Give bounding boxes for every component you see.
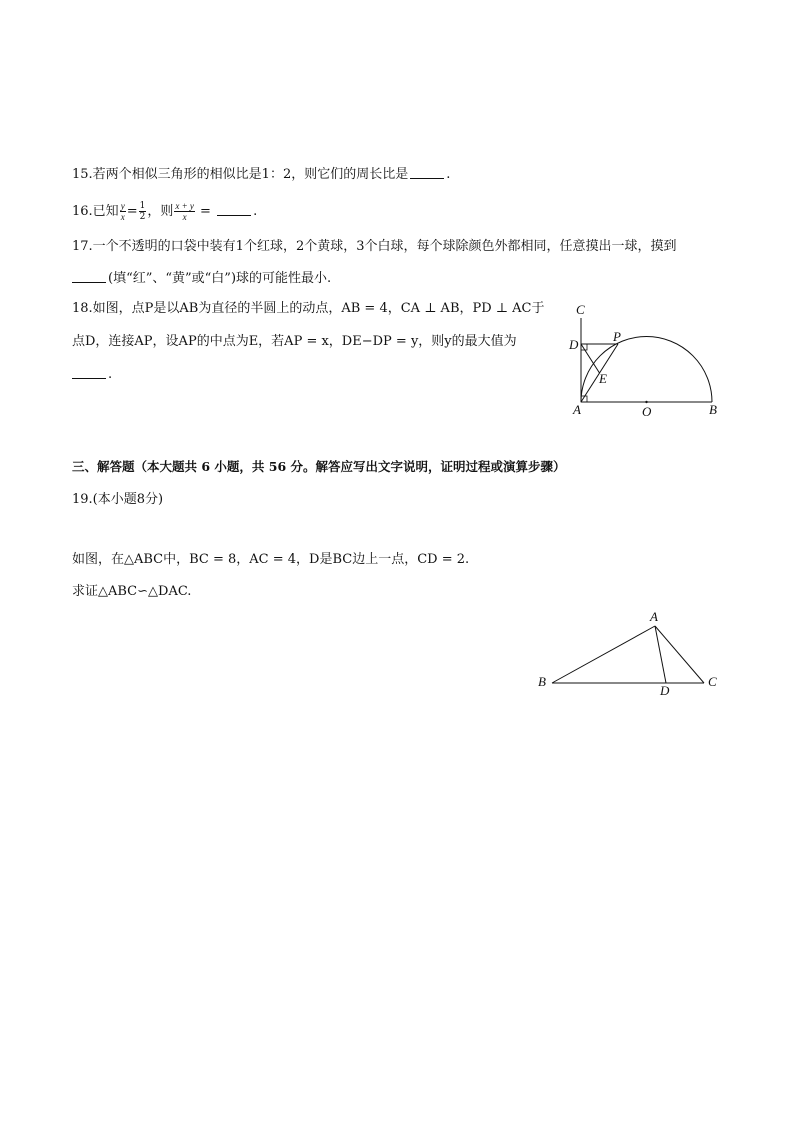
answer-blank-17[interactable] [72,270,106,283]
label-c: C [576,302,585,317]
answer-blank-15[interactable] [410,166,444,179]
center-point-o [645,401,647,403]
label-c: C [708,674,717,689]
label-a: A [573,402,581,417]
label-b: B [709,402,717,417]
equals-sign: = [126,204,138,219]
question-15-text: 15.若两个相似三角形的相似比是1：2，则它们的周长比是 [72,167,409,182]
fraction-numerator: y [120,201,125,211]
fraction-denominator: x [120,212,125,222]
question-17-line-2 [72,270,331,288]
semicircle-figure [560,298,730,423]
fraction-denominator: x [182,212,187,222]
fraction-numerator: x + y [175,201,194,211]
question-18-end: . [108,367,113,382]
question-19-line-2: 求证△ABC∽△DAC. [72,584,192,599]
question-16-end: . [253,204,258,219]
label-o: O [642,404,652,419]
label-a: A [650,609,658,624]
label-d: D [660,683,670,696]
semicircle-arc [581,337,712,403]
line-ad [655,626,666,683]
equals-sign: = [200,204,211,219]
fraction-y-over-x [120,201,126,222]
label-p: P [613,329,621,344]
question-17-line-1: 17.一个不透明的口袋中装有1个红球，2个黄球，3个白球，每个球除颜色外都相同，任意摸出一球，摸到 [72,239,677,254]
question-18-line-1: 18.如图，点P是以AB为直径的半圆上的动点，AB = 4，CA ⊥ AB，PD ⊥ AC于 [72,301,545,316]
question-16 [72,200,257,224]
question-19-header: 19.(本小题8分) [72,492,164,507]
fraction-x-plus-y-over-x [174,201,195,222]
triangle-figure [532,606,722,696]
line-ac [655,626,704,683]
question-18-line-3 [72,366,112,384]
fraction-one-half [139,201,147,222]
section-3-title: 三、解答题（本大题共 6 小题，共 56 分。解答应写出文字说明，证明过程或演算步骤） [72,459,566,474]
question-16-prefix: 16.已知 [72,204,119,219]
answer-blank-18[interactable] [72,366,106,379]
fraction-denominator: 2 [139,212,146,222]
fraction-numerator: 1 [139,201,146,211]
question-16-mid: ，则 [147,204,174,219]
answer-blank-16[interactable] [217,203,251,216]
question-15 [72,166,450,184]
question-19-line-1: 如图，在△ABC中，BC = 8，AC = 4，D是BC边上一点，CD = 2. [72,552,470,567]
line-ab [552,626,655,683]
label-d: D [569,337,579,352]
question-17-line-2-text: (填“红”、“黄”或“白”)球的可能性最小. [108,271,332,286]
question-18-line-2: 点D，连接AP，设AP的中点为E，若AP = x，DE−DP = y，则y的最大值为 [72,334,517,349]
label-b: B [538,674,546,689]
label-e: E [599,371,607,386]
question-15-end: . [446,167,451,182]
